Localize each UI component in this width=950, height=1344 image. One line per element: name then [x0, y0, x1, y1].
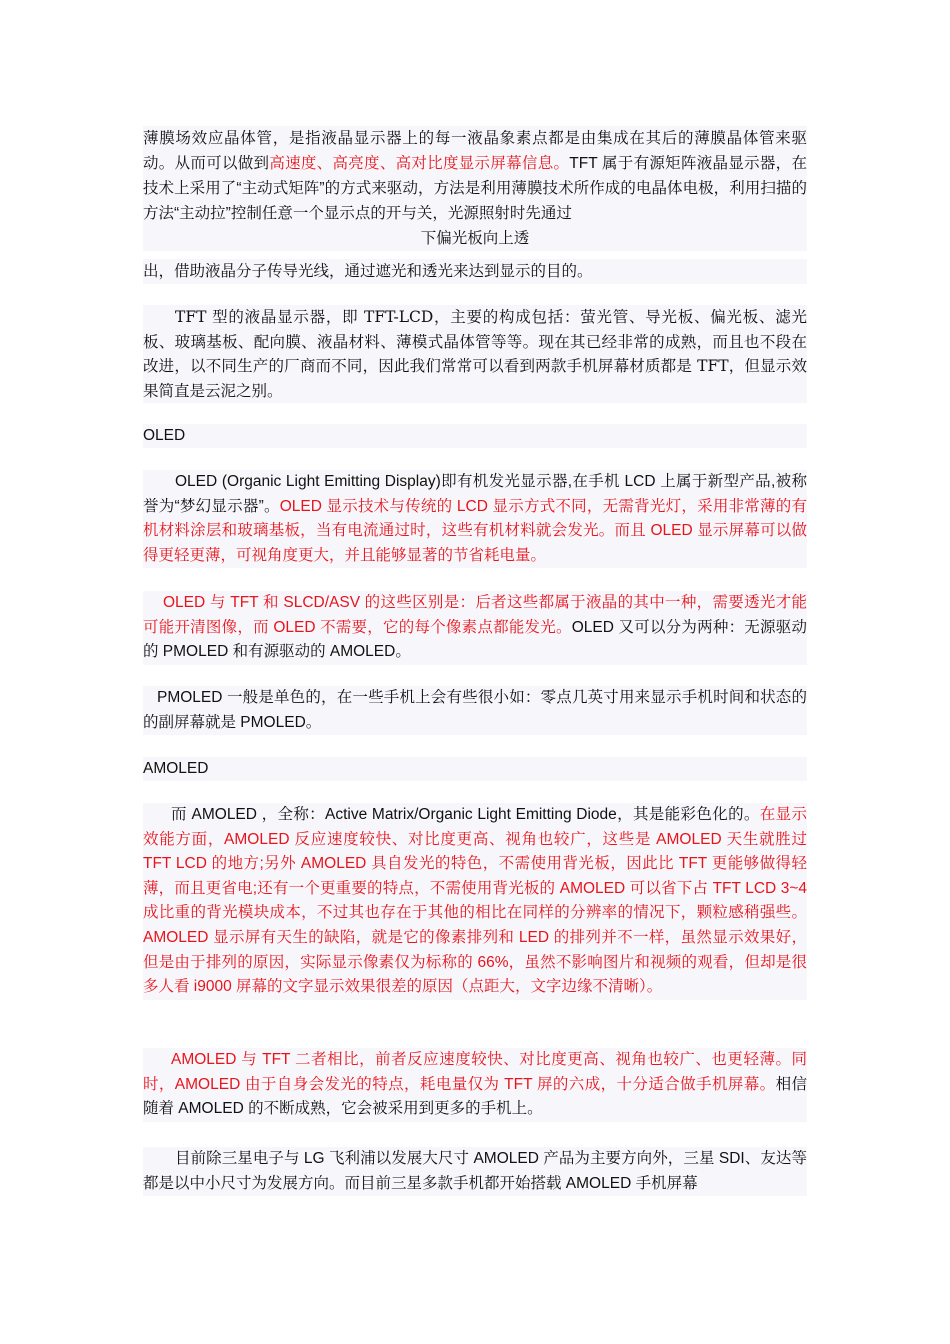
heading-oled: OLED [143, 427, 186, 444]
heading-amoled: AMOLED [143, 760, 209, 777]
oled-intro-text: OLED (Organic Light Emitting Display)即有机发光显示器,在手机 LCD 上属于新型产品,被称誉为“梦幻显示器”。OLED 显示技术与传统的 LCD 显示方式不同，无需背光灯，采用非常薄的有机材料涂层和玻璃基板，当有电流通过时，这些有机材料就会发光。而且 OLED 显示屏幕可以做得更轻更薄，可视角度更大，并且能够显著的节省耗电量。 [143, 473, 808, 564]
paragraph-samsung [143, 1147, 807, 1196]
paragraph-pmoled [143, 686, 807, 735]
paragraph-oled-difference [143, 591, 807, 665]
oled-difference-text: OLED 与 TFT 和 SLCD/ASV 的这些区别是：后者这些都属于液晶的其中一种，需要透光才能可能开清图像，而 OLED 不需要，它的每个像素点都能发光。OLED 又可以分为两种：无源驱动的 PMOLED 和有源驱动的 AMOLED。 [143, 594, 807, 661]
samsung-text: 目前除三星电子与 LG 飞利浦以发展大尺寸 AMOLED 产品为主要方向外，三星 SDI、友达等都是以中小尺寸为发展方向。而目前三星多款手机都开始搭载 AMOLED 手机屏幕 [143, 1150, 807, 1192]
tft-definition-text: 薄膜场效应晶体管，是指液晶显示器上的每一液晶象素点都是由集成在其后的薄膜晶体管来驱动。从而可以做到高速度、高亮度、高对比度显示屏幕信息。TFT 属于有源矩阵液晶显示器，在技术上采用了“主动式矩阵”的方式来驱动，方法是利用薄膜技术所作成的电晶体电极，利用扫描的方法“主动拉”控制任意一个显示点的开与关，光源照射时先通过 [143, 130, 807, 222]
amoled-intro-text: 而 AMOLED ，全称：Active Matrix/Organic Light Emitting Diode，其是能彩色化的。在显示效能方面，AMOLED 反应速度较快、对比度更高、视角也较广，这些是 AMOLED 天生就胜过 TFT LCD 的地方;另外 AMOLED 具自发光的特色，不需使用背光板，因此比 TFT 更能够做得轻薄，而且更省电;还有一个更重要的特点，不需使用背光板的 AMOLED 可以省下占 TFT LCD 3~4 成比重的背光模块成本，不过其也存在于其他的相比在同样的分辨率的情况下，颗粒感稍强些。AMOLED 显示屏有天生的缺陷，就是它的像素排列和 LED 的排列并不一样，虽然显示效果好，但是由于排列的原因，实际显示像素仅为标称的 66%，虽然不影响图片和视频的观看，但却是很多人看 i9000 屏幕的文字显示效果很差的原因（点距大，文字边缘不清晰）。 [143, 806, 807, 996]
heading-oled-block [143, 424, 807, 448]
paragraph-amoled-intro [143, 803, 807, 1000]
pmoled-text: PMOLED 一般是单色的，在一些手机上会有些很小如：零点几英寸用来显示手机时间和状态的的副屏幕就是 PMOLED。 [143, 689, 807, 731]
tft-lcd-text: TFT 型的液晶显示器，即 TFT-LCD，主要的构成包括：萤光管、导光板、偏光板、滤光板、玻璃基板、配向膜、液晶材料、薄模式晶体管等等。现在其已经非常的成熟，而且也不段在改进，以不同生产的厂商而不同，因此我们常常可以看到两款手机屏幕材质都是 TFT，但显示效果简直是云泥之别。 [143, 308, 807, 400]
paragraph-amoled-compare [143, 1048, 807, 1122]
amoled-compare-text: AMOLED 与 TFT 二者相比，前者反应速度较快、对比度更高、视角也较广、也更轻薄。同时，AMOLED 由于自身会发光的特点，耗电量仅为 TFT 屏的六成，十分适合做手机屏幕。相信随着 AMOLED 的不断成熟，它会被采用到更多的手机上。 [143, 1051, 807, 1118]
tft-definition-tail: 下偏光板向上透 [420, 230, 530, 247]
paragraph-oled-intro [143, 470, 807, 568]
heading-amoled-block [143, 757, 807, 781]
paragraph-tft-definition [143, 126, 807, 251]
tft-light-text: 出，借助液晶分子传导光线，通过遮光和透光来达到显示的目的。 [143, 262, 593, 280]
paragraph-tft-lcd [143, 305, 807, 403]
paragraph-tft-light [143, 259, 807, 284]
